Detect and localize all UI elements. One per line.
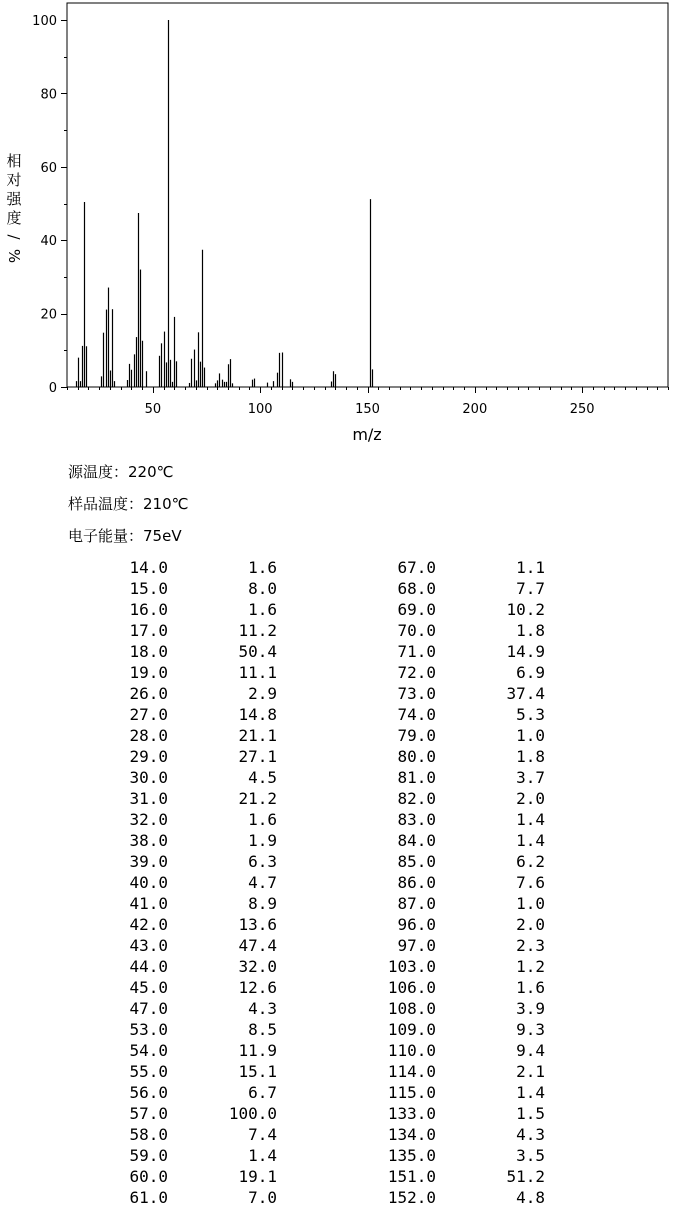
electron-energy: 电子能量：75eV	[68, 527, 182, 545]
peak-mz: 109.0	[387, 1020, 436, 1039]
peak-row	[368, 1124, 548, 1145]
peak-mz: 72.0	[397, 663, 436, 682]
peak-intensity: 2.3	[516, 936, 545, 955]
peak-intensity: 4.5	[248, 768, 277, 787]
peak-intensity: 2.1	[516, 1062, 545, 1081]
peak-intensity: 8.5	[248, 1020, 277, 1039]
peak-mz: 103.0	[387, 957, 436, 976]
peak-table-right	[368, 557, 548, 1208]
x-tick-label: 200	[462, 402, 488, 417]
peak-mz: 85.0	[397, 852, 436, 871]
peak-row	[100, 1145, 280, 1166]
peak-mz: 67.0	[397, 558, 436, 577]
peak-intensity: 1.4	[516, 810, 545, 829]
peak-row	[100, 599, 280, 620]
peak-row	[368, 998, 548, 1019]
peak-mz: 16.0	[129, 600, 168, 619]
peak-row	[368, 1166, 548, 1187]
peak-intensity: 6.3	[248, 852, 277, 871]
peak-intensity: 21.2	[238, 789, 277, 808]
peak-mz: 40.0	[129, 873, 168, 892]
peak-row	[100, 704, 280, 725]
y-tick-label: 80	[40, 87, 57, 103]
peak-row	[368, 956, 548, 977]
peak-intensity: 13.6	[238, 915, 277, 934]
peak-mz: 58.0	[129, 1125, 168, 1144]
peak-mz: 84.0	[397, 831, 436, 850]
y-axis-label-char: /	[5, 234, 23, 240]
peak-mz: 45.0	[129, 978, 168, 997]
peak-intensity: 1.6	[516, 978, 545, 997]
peak-mz: 47.0	[129, 999, 168, 1018]
peak-mz: 38.0	[129, 831, 168, 850]
peak-row	[100, 914, 280, 935]
peak-row	[368, 1103, 548, 1124]
peak-intensity: 100.0	[228, 1104, 277, 1123]
source-temperature: 源温度：220℃	[68, 463, 174, 481]
y-axis-label-char: 强	[6, 190, 22, 208]
peak-mz: 87.0	[397, 894, 436, 913]
x-tick-label: 50	[144, 402, 162, 417]
peak-intensity: 4.3	[248, 999, 277, 1018]
peak-intensity: 12.6	[238, 978, 277, 997]
peak-mz: 14.0	[129, 558, 168, 577]
peak-mz: 152.0	[387, 1188, 436, 1207]
peak-mz: 29.0	[129, 747, 168, 766]
peak-intensity: 21.1	[238, 726, 277, 745]
peak-row	[368, 1082, 548, 1103]
peak-intensity: 3.7	[516, 768, 545, 787]
peak-mz: 26.0	[129, 684, 168, 703]
peak-intensity: 1.6	[248, 810, 277, 829]
peak-row	[368, 767, 548, 788]
peak-mz: 115.0	[387, 1083, 436, 1102]
peak-row	[368, 662, 548, 683]
peak-mz: 106.0	[387, 978, 436, 997]
peak-mz: 55.0	[129, 1062, 168, 1081]
peak-row	[368, 977, 548, 998]
peak-intensity: 1.4	[516, 831, 545, 850]
peak-intensity: 11.1	[238, 663, 277, 682]
y-tick-label: 100	[32, 14, 57, 29]
peak-row	[368, 746, 548, 767]
x-axis-label: m/z	[352, 425, 382, 444]
peak-intensity: 1.5	[516, 1104, 545, 1123]
peak-mz: 73.0	[397, 684, 436, 703]
peak-row	[100, 1124, 280, 1145]
peak-row	[100, 557, 280, 578]
peak-mz: 110.0	[387, 1041, 436, 1060]
peak-row	[100, 977, 280, 998]
peak-row	[100, 872, 280, 893]
peak-intensity: 6.7	[248, 1083, 277, 1102]
y-axis-label-char: 度	[6, 209, 22, 227]
peak-intensity: 27.1	[238, 747, 277, 766]
peak-mz: 54.0	[129, 1041, 168, 1060]
peak-mz: 39.0	[129, 852, 168, 871]
peak-intensity: 15.1	[238, 1062, 277, 1081]
peak-row	[368, 830, 548, 851]
peak-row	[100, 851, 280, 872]
peak-mz: 53.0	[129, 1020, 168, 1039]
peak-row	[368, 935, 548, 956]
peak-intensity: 2.0	[516, 915, 545, 934]
peak-mz: 31.0	[129, 789, 168, 808]
peak-row	[368, 704, 548, 725]
peak-intensity: 50.4	[238, 642, 277, 661]
peak-mz: 61.0	[129, 1188, 168, 1207]
peak-row	[100, 1019, 280, 1040]
peak-mz: 42.0	[129, 915, 168, 934]
peak-mz: 97.0	[397, 936, 436, 955]
plot-frame	[67, 3, 668, 387]
peak-intensity: 9.4	[516, 1041, 545, 1060]
peak-mz: 15.0	[129, 579, 168, 598]
peak-intensity: 11.2	[238, 621, 277, 640]
peak-mz: 70.0	[397, 621, 436, 640]
peak-mz: 74.0	[397, 705, 436, 724]
peak-intensity: 1.6	[248, 558, 277, 577]
peak-row	[368, 1187, 548, 1208]
y-axis-label-char: 相	[6, 152, 22, 170]
peak-mz: 59.0	[129, 1146, 168, 1165]
peak-row	[100, 1061, 280, 1082]
peak-mz: 56.0	[129, 1083, 168, 1102]
peak-intensity: 51.2	[506, 1167, 545, 1186]
peak-row	[368, 683, 548, 704]
peak-intensity: 2.9	[248, 684, 277, 703]
peak-intensity: 7.7	[516, 579, 545, 598]
peak-intensity: 1.8	[516, 621, 545, 640]
peak-mz: 30.0	[129, 768, 168, 787]
peak-mz: 69.0	[397, 600, 436, 619]
peak-intensity: 3.5	[516, 1146, 545, 1165]
peak-intensity: 1.0	[516, 894, 545, 913]
peak-intensity: 6.9	[516, 663, 545, 682]
peak-intensity: 11.9	[238, 1041, 277, 1060]
peak-mz: 79.0	[397, 726, 436, 745]
peak-intensity: 9.3	[516, 1020, 545, 1039]
peak-intensity: 1.0	[516, 726, 545, 745]
y-tick-label: 20	[40, 307, 57, 323]
y-tick-label: 60	[40, 160, 57, 176]
peak-mz: 17.0	[129, 621, 168, 640]
peak-intensity: 8.9	[248, 894, 277, 913]
peak-row	[100, 746, 280, 767]
peak-mz: 19.0	[129, 663, 168, 682]
peak-intensity: 4.3	[516, 1125, 545, 1144]
peak-mz: 60.0	[129, 1167, 168, 1186]
peak-row	[100, 830, 280, 851]
peak-intensity: 1.2	[516, 957, 545, 976]
x-tick-label: 100	[247, 402, 273, 417]
peak-intensity: 1.6	[248, 600, 277, 619]
peak-intensity: 7.6	[516, 873, 545, 892]
peak-row	[100, 1082, 280, 1103]
peak-intensity: 19.1	[238, 1167, 277, 1186]
peak-row	[100, 788, 280, 809]
peak-intensity: 1.4	[248, 1146, 277, 1165]
peak-intensity: 4.7	[248, 873, 277, 892]
sample-temperature: 样品温度：210℃	[68, 495, 189, 513]
peak-mz: 108.0	[387, 999, 436, 1018]
peak-mz: 134.0	[387, 1125, 436, 1144]
peak-intensity: 4.8	[516, 1188, 545, 1207]
peak-intensity: 37.4	[506, 684, 545, 703]
peak-row	[368, 788, 548, 809]
peak-row	[368, 557, 548, 578]
peak-intensity: 6.2	[516, 852, 545, 871]
peak-intensity: 14.8	[238, 705, 277, 724]
y-tick-label: 0	[48, 381, 57, 396]
peak-row	[368, 851, 548, 872]
peak-row	[100, 1103, 280, 1124]
peak-mz: 41.0	[129, 894, 168, 913]
y-tick-label: 40	[40, 234, 57, 250]
peak-row	[368, 725, 548, 746]
mass-spectrum-chart	[0, 0, 680, 450]
peak-mz: 43.0	[129, 936, 168, 955]
peak-row	[100, 998, 280, 1019]
peak-row	[368, 809, 548, 830]
peak-row	[368, 872, 548, 893]
peak-intensity: 32.0	[238, 957, 277, 976]
peak-intensity: 7.0	[248, 1188, 277, 1207]
peak-intensity: 1.9	[248, 831, 277, 850]
peak-intensity: 14.9	[506, 642, 545, 661]
peak-intensity: 5.3	[516, 705, 545, 724]
peak-mz: 57.0	[129, 1104, 168, 1123]
x-tick-label: 250	[569, 402, 595, 417]
peak-mz: 114.0	[387, 1062, 436, 1081]
peak-row	[100, 1187, 280, 1208]
peak-row	[100, 1166, 280, 1187]
peak-mz: 96.0	[397, 915, 436, 934]
peak-intensity: 2.0	[516, 789, 545, 808]
peak-mz: 81.0	[397, 768, 436, 787]
peak-row	[368, 641, 548, 662]
peak-mz: 151.0	[387, 1167, 436, 1186]
peak-mz: 28.0	[129, 726, 168, 745]
peak-row	[100, 641, 280, 662]
peak-row	[368, 620, 548, 641]
peak-row	[368, 893, 548, 914]
peak-row	[100, 767, 280, 788]
peak-mz: 135.0	[387, 1146, 436, 1165]
y-axis-label-char: 对	[6, 171, 22, 189]
peak-mz: 80.0	[397, 747, 436, 766]
peak-intensity: 8.0	[248, 579, 277, 598]
peak-row	[368, 1061, 548, 1082]
peak-row	[100, 725, 280, 746]
peak-row	[100, 620, 280, 641]
peak-intensity: 1.8	[516, 747, 545, 766]
peak-intensity: 1.4	[516, 1083, 545, 1102]
peak-row	[100, 578, 280, 599]
peak-row	[368, 599, 548, 620]
peak-intensity: 7.4	[248, 1125, 277, 1144]
peak-mz: 27.0	[129, 705, 168, 724]
peak-row	[368, 578, 548, 599]
x-tick-label: 150	[355, 402, 380, 417]
peak-mz: 133.0	[387, 1104, 436, 1123]
peak-row	[368, 914, 548, 935]
peak-row	[368, 1040, 548, 1061]
peak-row	[100, 1040, 280, 1061]
peak-row	[100, 935, 280, 956]
peak-intensity: 3.9	[516, 999, 545, 1018]
peak-row	[100, 809, 280, 830]
peak-row	[100, 662, 280, 683]
y-axis-label	[5, 152, 23, 263]
peak-mz: 32.0	[129, 810, 168, 829]
peak-row	[368, 1019, 548, 1040]
peak-mz: 18.0	[129, 642, 168, 661]
y-axis-label-char: %	[5, 248, 23, 264]
peak-intensity: 47.4	[238, 936, 277, 955]
peak-mz: 83.0	[397, 810, 436, 829]
peak-mz: 71.0	[397, 642, 436, 661]
peak-mz: 44.0	[129, 957, 168, 976]
peak-row	[368, 1145, 548, 1166]
peak-mz: 68.0	[397, 579, 436, 598]
peak-mz: 86.0	[397, 873, 436, 892]
peak-intensity: 10.2	[506, 600, 545, 619]
peak-row	[100, 683, 280, 704]
peak-row	[100, 956, 280, 977]
peak-table-left	[100, 557, 280, 1208]
peak-mz: 82.0	[397, 789, 436, 808]
peak-row	[100, 893, 280, 914]
peak-intensity: 1.1	[516, 558, 545, 577]
